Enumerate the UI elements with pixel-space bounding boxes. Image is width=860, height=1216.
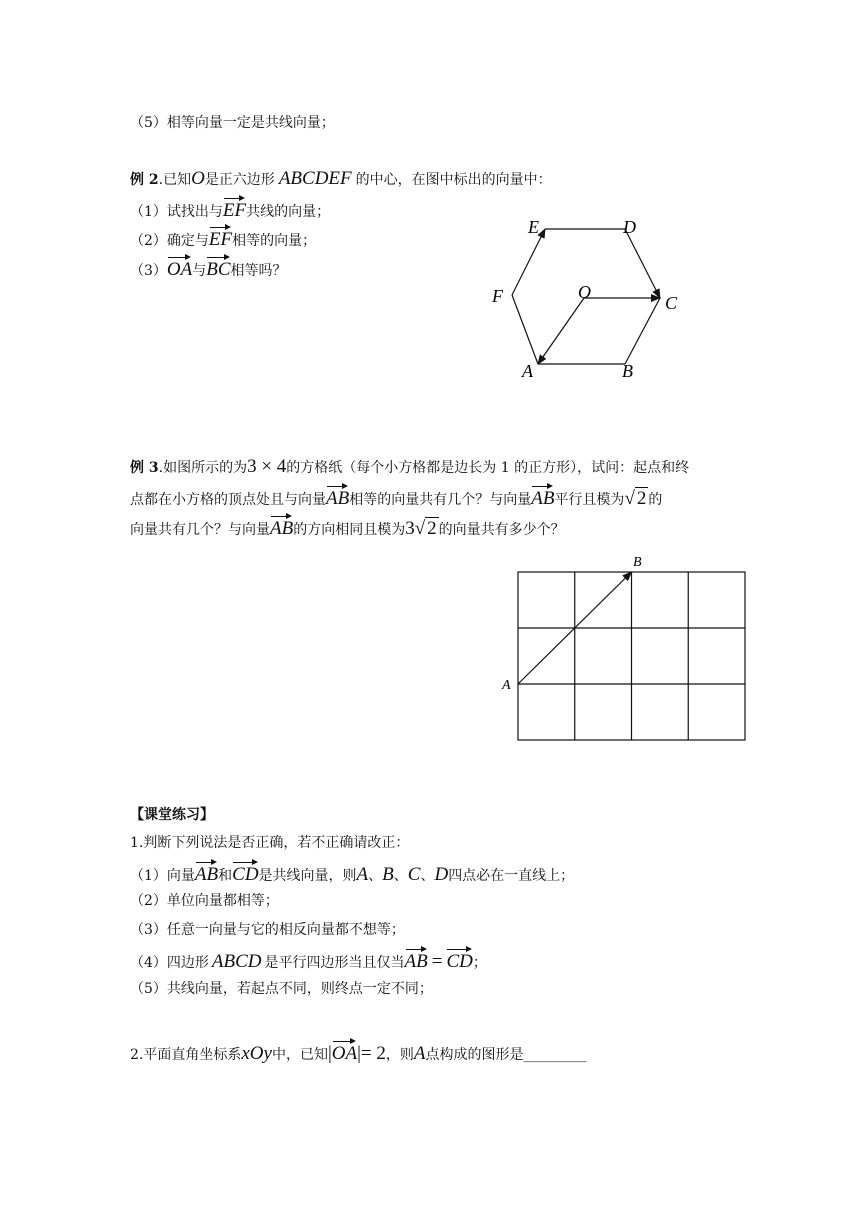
text: ； bbox=[472, 955, 487, 971]
point-O: O bbox=[191, 168, 205, 189]
vector-EF: EF bbox=[223, 197, 246, 219]
text: 点构成的图形是_________ bbox=[425, 1047, 587, 1063]
vector-CD: CD bbox=[232, 861, 258, 883]
practice-item-2: （2）单位向量都相等； bbox=[130, 893, 279, 909]
equals-sign: = bbox=[431, 951, 443, 972]
text: 相等吗？ bbox=[230, 263, 287, 279]
example-2-q2 bbox=[130, 226, 316, 252]
label-F: F bbox=[492, 286, 503, 306]
vector-OA bbox=[538, 298, 584, 364]
radicand: 2 bbox=[636, 488, 647, 509]
text: 四点必在一直线上； bbox=[448, 868, 575, 884]
point-A: A bbox=[413, 1043, 426, 1064]
sqrt-2: √ 2 bbox=[624, 488, 647, 509]
text: 中，已知 bbox=[271, 1047, 328, 1063]
practice-q1: 1.判断下列说法是否正确，若不正确请改正： bbox=[130, 835, 410, 851]
text: 相等的向量； bbox=[232, 233, 317, 249]
label-B: B bbox=[622, 361, 633, 381]
practice-item-4 bbox=[130, 948, 487, 974]
text: 平行且模为 bbox=[554, 492, 625, 508]
magnitude-equation: = 2 bbox=[360, 1043, 386, 1064]
example-3-line2 bbox=[130, 485, 662, 511]
text: 是共线向量，则 bbox=[258, 868, 357, 884]
coordinate-system: xOy bbox=[241, 1043, 272, 1064]
vector-AB: AB bbox=[531, 485, 554, 507]
abs-bar: | bbox=[327, 1043, 332, 1064]
text: .已知 bbox=[158, 172, 192, 188]
point-B: B bbox=[382, 864, 394, 885]
text: 是正六边形 bbox=[204, 172, 275, 188]
example-2-q1 bbox=[130, 197, 330, 223]
grid-figure bbox=[498, 552, 753, 748]
practice-item-3: （3）任意一向量与它的相反向量都不想等； bbox=[130, 922, 405, 938]
vector-AB: AB bbox=[405, 948, 428, 970]
text: （1）试找出与 bbox=[130, 204, 223, 220]
vector-BC: BC bbox=[206, 256, 230, 278]
text: 的向量共有多少个？ bbox=[438, 522, 565, 538]
text: （3） bbox=[130, 263, 167, 279]
statement-5: （5）相等向量一定是共线向量； bbox=[130, 115, 335, 131]
text: （1）向量 bbox=[130, 868, 195, 884]
text: 点都在小方格的顶点处且与向量 bbox=[130, 492, 326, 508]
point-A: A bbox=[356, 864, 369, 885]
label-A: A bbox=[502, 678, 511, 693]
vector-AB: AB bbox=[326, 485, 349, 507]
practice-item-5: （5）共线向量，若起点不同，则终点一定不同； bbox=[130, 981, 433, 997]
text: 是平行四边形当且仅当 bbox=[264, 955, 405, 971]
sep: 、 bbox=[420, 868, 435, 884]
text: 与 bbox=[192, 263, 207, 279]
example-3-line3 bbox=[130, 515, 565, 541]
example-3-line1 bbox=[130, 456, 689, 479]
text: 和 bbox=[218, 868, 233, 884]
text: 的中心，在图中标出的向量中： bbox=[355, 172, 552, 188]
label-B: B bbox=[633, 555, 642, 570]
vector-AB: AB bbox=[270, 515, 293, 537]
grid-size: 3 × 4 bbox=[247, 456, 287, 477]
vector-OA: OA bbox=[332, 1040, 357, 1062]
example-2-q3 bbox=[130, 256, 287, 282]
point-D: D bbox=[434, 864, 449, 885]
label-D: D bbox=[623, 217, 636, 237]
example-2-label: 例 2 bbox=[130, 172, 159, 188]
vector-OA: OA bbox=[167, 256, 192, 278]
point-C: C bbox=[407, 864, 421, 885]
vector-CD: CD bbox=[446, 948, 472, 970]
text: 的方格纸（每个小方格都是边长为 1 的正方形），试问：起点和终 bbox=[286, 460, 690, 476]
text: 相等的向量共有几个？与向量 bbox=[349, 492, 532, 508]
example-3-label: 例 3 bbox=[130, 460, 159, 476]
vector-EF: EF bbox=[209, 226, 232, 248]
text: （2）确定与 bbox=[130, 233, 209, 249]
text: （4）四边形 bbox=[130, 955, 209, 971]
label-C: C bbox=[665, 293, 678, 313]
text: .如图所示的为 bbox=[158, 460, 248, 476]
abs-bar: | bbox=[357, 1043, 361, 1064]
edge-CB bbox=[625, 298, 660, 364]
text: 向量共有几个？与向量 bbox=[130, 522, 270, 538]
text: 的 bbox=[648, 492, 663, 508]
label-O: O bbox=[578, 282, 591, 302]
text: 2.平面直角坐标系 bbox=[130, 1047, 242, 1063]
edge-AF bbox=[512, 295, 538, 364]
practice-q2 bbox=[130, 1040, 586, 1066]
text: 的方向相同且模为 bbox=[293, 522, 406, 538]
sep: 、 bbox=[393, 868, 408, 884]
hexagon-figure bbox=[480, 210, 700, 390]
practice-heading: 【课堂练习】 bbox=[130, 807, 214, 823]
example-2-intro bbox=[130, 168, 552, 191]
edge-DC bbox=[625, 229, 660, 298]
edge-FE bbox=[512, 229, 545, 295]
radicand: 2 bbox=[427, 518, 437, 539]
three-sqrt-2: 3√ 2 bbox=[405, 518, 437, 539]
quadrilateral-name: ABCD bbox=[211, 951, 262, 972]
hexagon-name: ABCDEF bbox=[278, 168, 352, 189]
sep: 、 bbox=[368, 868, 383, 884]
vector-AB: AB bbox=[195, 861, 218, 883]
coefficient: 3 bbox=[405, 518, 415, 539]
label-E: E bbox=[528, 217, 539, 237]
text: ，则 bbox=[385, 1047, 414, 1063]
practice-item-1 bbox=[130, 861, 574, 887]
text: 共线的向量； bbox=[246, 204, 331, 220]
label-A: A bbox=[522, 361, 533, 381]
